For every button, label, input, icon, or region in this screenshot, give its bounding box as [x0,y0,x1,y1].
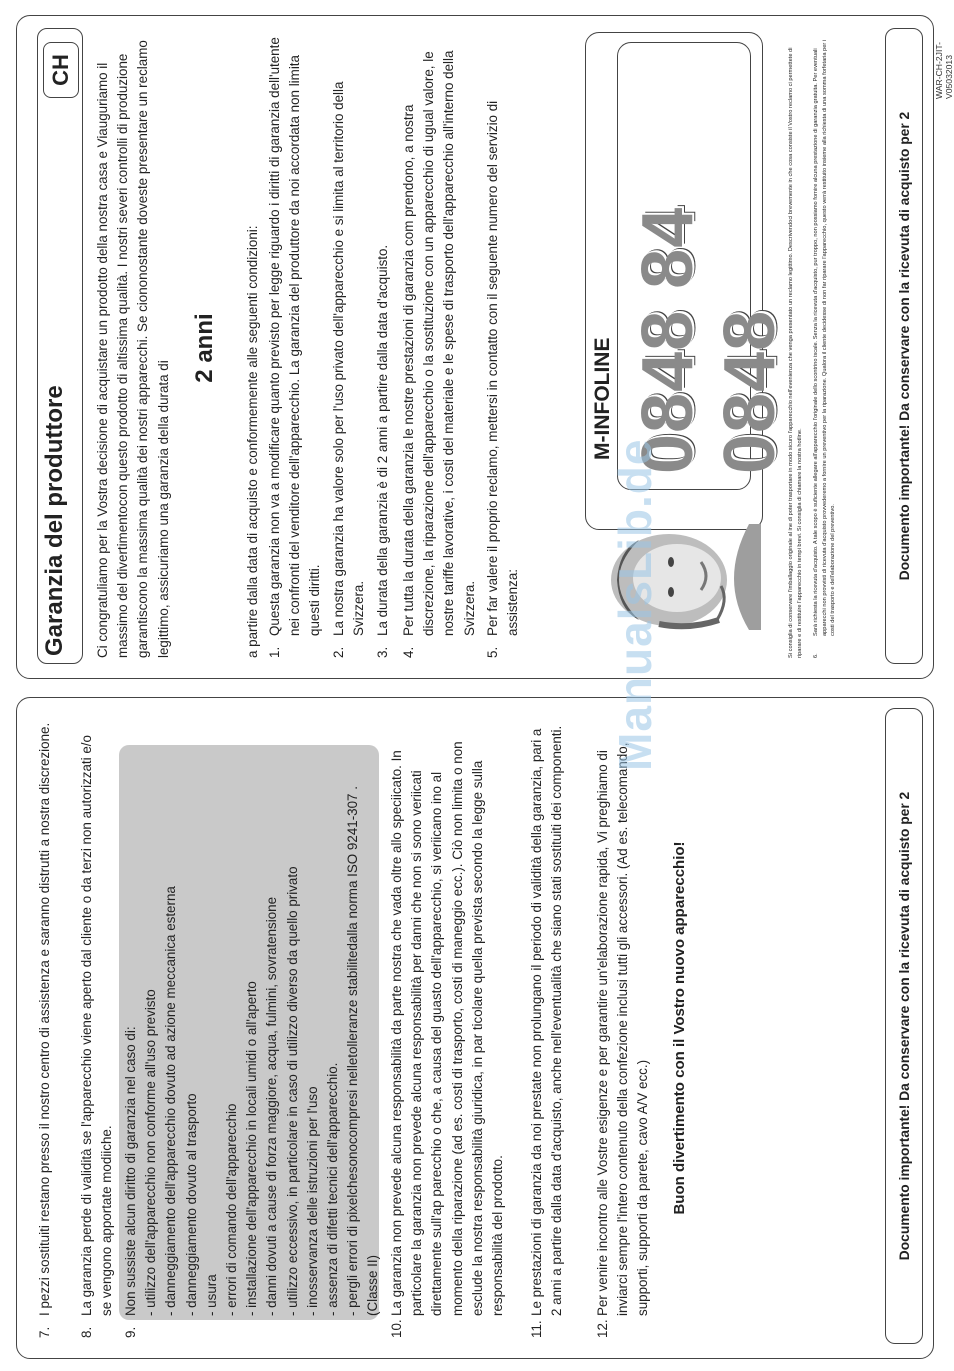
country-badge: CH [43,42,79,98]
warranty-item-5: 5. Per far valere il proprio reclamo, mettersi in contatto con il seguente numero del servizio di assistenza: [485,100,521,658]
exclusion: - utilizzo eccessivo, in particolare in caso di utilizzo diverso da quello privato [284,866,300,1316]
exclusion: - usura [203,1274,219,1316]
exclusion: - errori di comando dell'apparecchio [224,1103,240,1316]
warranty-item-3: 3. La durata della garanzia è di 2 anni a partire dalla data d'acquisto. [375,244,390,658]
warranty-item-2: 2. La nostra garanzia ha valore solo per l'uso privato dell'apparecchio e si limita al territorio della Svizzera. [331,81,367,658]
hotline-label: M-INFOLINE [591,337,614,460]
warranty-page-continued [16,697,934,1359]
exclusion: - danni dovuti a cause di forza maggiore, acqua, fulmini, sovratensione [264,896,280,1316]
packaging-note: Si consiglia di conservare l'imballaggio originale al ine di poter trasportare in modo sicuro l'apparecchio nell'evenienza che venga presentato un reclamo legittimo. Descrivendoci brevemente in che cosa consiste il Vostro reclamo ci permettete di riparare e di restituire l'apparecchio in tempi brevi. Si consiglia di chiamare la nostra hotline. [788,47,803,658]
footer-notice: Documento importante! Da conservare con la ricevuta di acquisto per 2 [885,708,923,1344]
warranty-item-1: 1. Questa garanzia non va a modificare quanto previsto per legge riguardo i diritti di garanzia dell'utente nei confronti del venditore dell'apparecchio. La garanzia del produttore da noi accordata non limita questi diritti. [267,37,323,658]
hotline-number[interactable]: 0848 84 0848 [628,206,790,474]
warranty-item-9: 9. Non sussiste alcun diritto di garanzia nel caso di: - utilizzo dell'apparecchio non conforme all'uso previsto - danneggiamento dell'apparecchio dovuto ad azione meccanica esterna - danneggiamento dovuto al trasporto - usura - errori di comando dell'apparecchio - installazione dell'apparecchio in locali umidi o all'aperto - danni dovuti a cause di forza maggiore, acqua, fulmini, sovratensione - utilizzo eccessivo, in particolare in caso di utilizzo diverso da quello privato - inosservanza delle istruzioni per l'uso - assenza di difetti tecnici dell'apparecchio. - pergli errori di pixelchesonocompresi nelletolleranze stabilitedalla norma ISO 9241-307 . (Classe II) [121,748,384,1338]
hotline-section [577,34,790,650]
exclusion: - inosservanza delle istruzioni per l'uso [304,1086,320,1316]
exclusion: - utilizzo dell'apparecchio non conforme all'uso previsto [143,989,159,1316]
warranty-duration: 2 anni [191,313,218,383]
page-title: Garanzia del produttore [41,385,68,656]
exclusions-list: Non sussiste alcun diritto di garanzia nel caso di: - utilizzo dell'apparecchio non conforme all'uso previsto - danneggiamento dell'apparecchio dovuto ad azione meccanica esterna - danneggiamento dovuto al trasporto - usura - errori di comando dell'apparecchio - installazione dell'apparecchio in locali umidi o all'aperto - danni dovuti a cause di forza maggiore, acqua, fulmini, sovratensione - utilizzo eccessivo, in particolare in caso di utilizzo diverso da quello privato - inosservanza delle istruzioni per l'uso - assenza di difetti tecnici dell'apparecchio. - pergli errori di pixelchesonocompresi nelletolleranze stabilitedalla norma ISO 9241-307 . (Classe II) [121,748,384,1316]
warranty-item-6: 6. Sarà richiesta la ricevuta d'acquisto. A tale scopo è suficiente allegare all'apparecchio l'originale dello scontrino iscale. Senza la ricevuta d'acquisto, pur troppo, non possiamo fornire alcuna prestazione di garanzia gratuita. Per eventuali apparecchi non provvisti di ricevuta d'acquisto provvederemo a fornire un preventivo per la riparazione. Qualora il cliente decidesse di non far riparare l'apparecchio, questo verrà restituito insieme alla richiesta di una somma forfetaria per i costi del trasporto e dell'elaborazione del preventivo. [813,39,837,658]
warranty-item-7: 7. I pezzi sostituiti restano presso il nostro centro di assistenza e saranno distrutti a nostra discrezione. [37,722,52,1338]
exclusion: - danneggiamento dell'apparecchio dovuto ad azione meccanica esterna [163,886,179,1316]
exclusion: - pergli errori di pixelchesonocompresi nelletolleranze stabilitedalla norma ISO 9241-307 . (Classe II) [345,786,381,1316]
warranty-item-8: 8. La garanzia perde di validità se l'apparecchio viene aperto dal cliente o da terzi non autorizzati e/o se vengono apportate modiiche. [79,735,115,1338]
intro-paragraph: Ci congratuliamo per la Vostra decisione di acquistare un prodotto della nostra casa e Viauguriamo il massimo del divertimentocon questo prodotto di altissima qualità. I nostri severi controlli di produzione garantiscono la massima qualità dei nostri apparecchi. Se ciononostante doveste presentare un reclamo legittimo, assicuriamo una garanzia della durata di [95,40,171,658]
watermark: ManualsLib.de [609,438,661,771]
exclusion: - danneggiamento dovuto al trasporto [183,1093,199,1316]
document-code: WAR-CH-2JIT-V05032013 [934,42,954,99]
warranty-item-12: 12. Per venire incontro alle Vostre esigenze e per garantire un'elaborazione rapida, Vi preghiamo di inviarci sempre l'intero contenuto della confezione inclusi tutti gli accessori. (Ad es. telecomando, supporti, supporti da parete, cavo A/V ecc.) [595,742,651,1338]
conditions-intro: a partire dalla data di acquisto e conformemente alle seguenti condizioni: [245,225,260,658]
warranty-item-4: 4. Per tutta la durata della garanzia le nostre prestazioni di garanzia com prendono, a nostra discrezione, la riparazione dell'apparecchio o la sostituzione con un apparecchio di ugual valore, le nostre tariffe lavorative, i costi del materiale e le spese di trasporto dell'apparecchio all'interno della Svizzera. [401,50,477,658]
footer-notice: Documento importante! Da conservare con la ricevuta di acquisto per 2 [885,28,923,664]
exclusion: - assenza di difetti tecnici dell'apparecchio. [325,1062,341,1316]
exclusion: - installazione dell'apparecchio in locali umidi o all'aperto [244,981,260,1316]
warranty-item-11: 11. Le prestazioni di garanzia da noi prestate non prolungano il periodo di validità della garanzia, pari a 2 anni a partire dalla data d'acquisto, anche nell'eventualità che siano stati sostituiti dei componenti. [529,725,565,1338]
closing-message: Buon divertimento con il Vostro nuovo apparecchio! [671,841,688,1215]
warranty-item-10: 10. La garanzia non prevede alcuna responsabilità da parte nostra che vada oltre allo speciicato. In particolare la garanzia non prevede alcuna responsabilità per danni che non si sono veriicati direttamente sull'ap parecchio o che, a causa del guasto dell'apparecchio, si veriicano ino al momento della riparazione (ad es. costi di trasporto, costi di maneggio ecc.). Ciò non limita o non esclude la nostra responsabilità giuridica, in par ticolare quella prevista secondo la legge sulla responsabilità del prodotto. [389,741,506,1338]
warranty-page-main [16,15,934,679]
